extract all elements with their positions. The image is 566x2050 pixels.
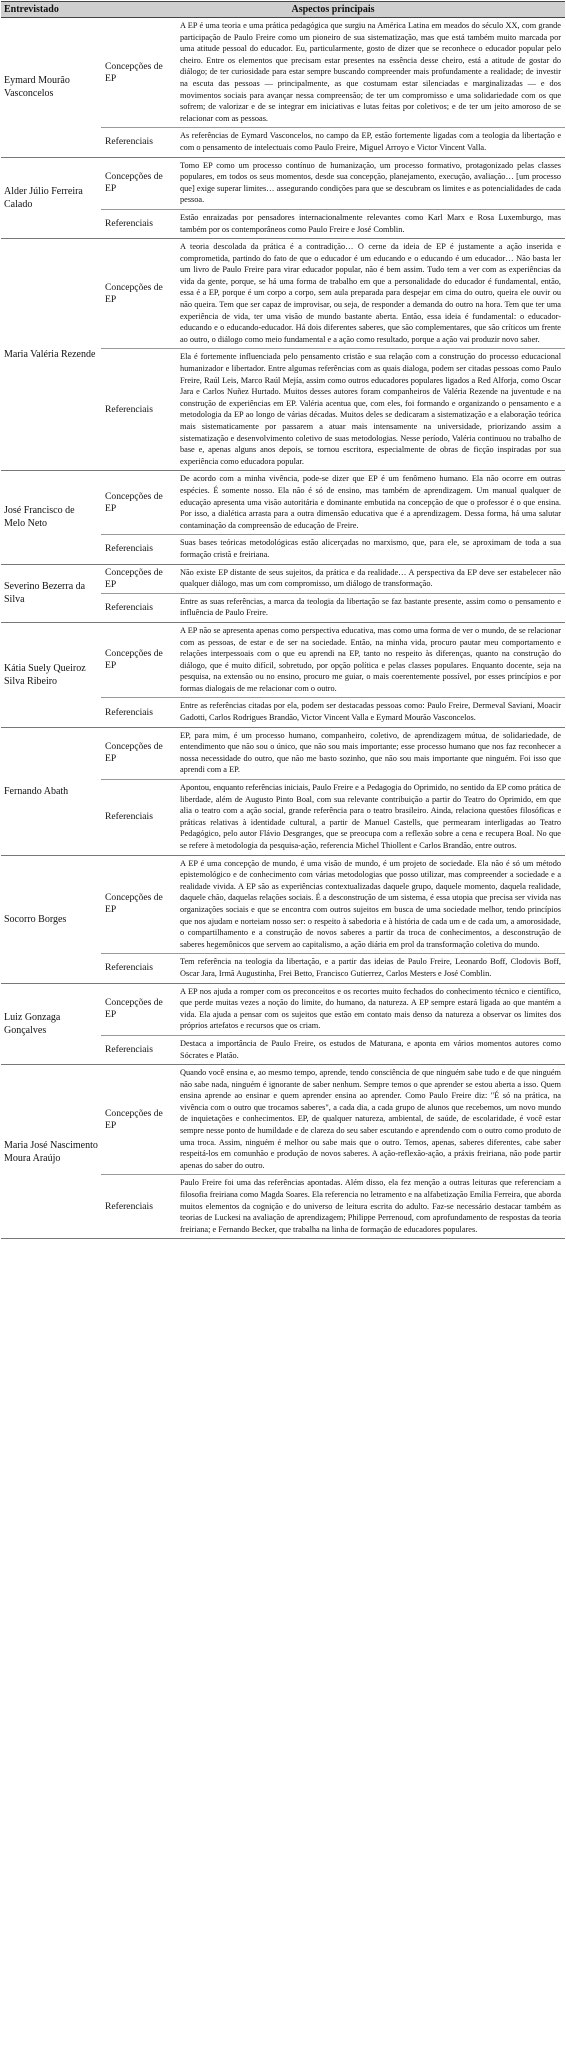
concepcoes-text: A EP é uma concepção de mundo, é uma visão de mundo, é um projeto de sociedade. Ela não é só um método epistemológico e de conhecimento com várias metodologias que posso utilizar, mas compreender a sociedade e a realidade vivida. A EP são as experiências contextualizadas daquele grupo, daquele momento, daquela realidade, daquele chão, daquelas relações sociais. É a desconstrução de um sistema, é essa utopia que precisa ser vivida nas organizações sociais e que se encontra com outros sujeitos em busca de uma sociedade melhor, tendo princípios que nos ajudam e norteiam nosso ser: o respeito à sabedoria e à história de cada um e de cada um, a amorosidade, o compartilhamento e a construção de novos saberes a partir da troca de conhecimentos, a desconstrução de saberes hegemônicos que servem ao capitalismo, a ação diária em prol da transformação coletiva do mundo. — [175, 855, 565, 954]
referenciais-label: Referenciais — [101, 780, 175, 856]
referenciais-label: Referenciais — [101, 954, 175, 983]
concepcoes-text: A teoria descolada da prática é a contradição… O cerne da ideia de EP é justamente a ação inserida e comprometida, partindo do fato de que o educador é um educando e o educando é um educador… Não basta ler um livro de Paulo Freire para virar educador popular, não é bem assim. Tudo tem a ver com as experiências da vida da gente, porque, se há uma forma de trabalho em que a personalidade do educador é fundamental, então, essa é a EP, porque é um corpo a corpo, sem aula preparada para despejar em cima do outro, queira ele ouvir ou não queira. Tem que ser capaz de improvisar, ou seja, de responder a demanda do outro na hora. Tem que ter uma experiência de vida, ter uma visão de mundo bastante aberta. Então, essa ideia é fundamental: o educador-educando e o educando-educador. Há dois diferentes saberes, que são complementares, que são críticos um frente ao outro, o diálogo como meio fundamental e a ação como resultado, porque a ação vai produzir novo saber. — [175, 239, 565, 349]
referenciais-text: Paulo Freire foi uma das referências apontadas. Além disso, ela fez menção a outras leituras que referenciam a filosofia freiriana como Magda Soares. Ela referencia no letramento e na alfabetização Emília Ferreira, que aborda muitos elementos da cognição e do universo de leitura escrita do adulto. Faz-se necessário destacar também as teorias de Luckesi na avaliação de aprendizagem; Philippe Perrenoud, com aprofundamento de respostas da teoria freiriana; e Fernando Becker, que trabalha na linha de formação de educadores populares. — [175, 1175, 565, 1239]
table-row — [1, 18, 565, 128]
concepcoes-label: Concepções de EP — [101, 157, 175, 209]
referenciais-label: Referenciais — [101, 535, 175, 564]
concepcoes-text: A EP não se apresenta apenas como perspectiva educativa, mas como uma forma de ver o mundo, de se relacionar com as pessoas, de estar e de ser na sociedade. Então, na minha vida, procuro pautar meu comportamento e relações interpessoais com o que eu aprendi na EP, tanto no respeito às diferenças, quanto na construção do diálogo, que é muito difícil, sobretudo, por opção política e pelas classes populares. Enquanto docente, seja na pesquisa, na extensão ou no ensino, procuro me guiar, o mais coerentemente possível, por esses princípios e por formas dialogais de me relacionar com o outro. — [175, 622, 565, 698]
interviewee-name: Alder Júlio Ferreira Calado — [1, 157, 101, 239]
table-row — [1, 855, 565, 954]
referenciais-label: Referenciais — [101, 698, 175, 727]
concepcoes-text: EP, para mim, é um processo humano, companheiro, coletivo, de aprendizagem mútua, de solidariedade, de entendimento que não sou o único, que não sou mais importante; esse processo humano que nos faz reconhecer a nossa necessidade do outro, que não me basto sozinho, que não sou mais importante que ninguém. Foi isso que aprendi com a EP. — [175, 727, 565, 779]
document-page — [1, 1, 565, 1239]
referenciais-text: As referências de Eymard Vasconcelos, no campo da EP, estão fortemente ligadas com a teologia da libertação e com o pensamento de intelectuais como Paulo Freire, Miguel Arroyo e Victor Vincent Valla. — [175, 128, 565, 157]
referenciais-text: Ela é fortemente influenciada pelo pensamento cristão e sua relação com a construção do processo educacional humanizador e libertador. Entre algumas referências com as quais dialoga, podem ser citadas pessoas como Paulo Freire, Raúl Leis, Marco Raúl Mejía, assim como outros educadores populares ligados a Red Alforja, como Oscar Jara e Carlos Nuñez Hurtado. Muitos desses autores foram companheiros de Valéria Rezende na juventude e na construção de experiências em EP. Valéria acentua que, com eles, foi formando e organizando o pensamento e a metodologia da EP ao longo de várias décadas. Muitos deles se dedicaram a sistematização e a elaboração teórica mais sistematicamente por passarem a atuar mais intensamente na universidade, priorizando assim a sistematização e desenvolvimento coletivo de suas metodologias. Nesse período, Valéria continuou no trabalho de base e, apenas alguns anos depois, se tornou escritora, especialmente de obras de ficção inspiradas por sua experiência como educadora popular. — [175, 349, 565, 471]
interviews-table — [1, 1, 565, 1239]
referenciais-text: Apontou, enquanto referências iniciais, Paulo Freire e a Pedagogia do Oprimido, no sentido da EP como prática de liberdade, além de Augusto Pinto Boal, com sua relevante contribuição a partir do Teatro do Oprimido, em que alia o teatro com a ação social, grande referência para o teatro brasileiro. Ainda, relaciona questões filosóficas e práticas relativas à identidade cultural, a partir de Manuel Castells, que permearam interligadas ao Teatro Pedagógico, pelo autor Flávio Desgranges, que se preocupa com a reflexão sobre a cena e recupera Boal. No que se refere à metodologia da pesquisa-ação, referencia Michel Thiollent e Carlos Brandão, entre outros. — [175, 780, 565, 856]
concepcoes-label: Concepções de EP — [101, 983, 175, 1035]
table-row — [1, 727, 565, 779]
concepcoes-text: A EP nos ajuda a romper com os preconceitos e os recortes muito fechados do conhecimento técnico e científico, que perde muitas vezes a noção do limite, do humano, da natureza. A EP sempre estará ligada ao que mantém a vida. Ela ajuda a pensar com os sujeitos que estão em contato mais denso da natureza a observar os limites dos próprios artefatos e recursos que os criam. — [175, 983, 565, 1035]
concepcoes-text: A EP é uma teoria e uma prática pedagógica que surgiu na América Latina em meados do século XX, com grande participação de Paulo Freire como um pioneiro de sua sistematização, mas que está também muito marcada por uma atitude pessoal do educador. Eu, particularmente, gosto de dizer que se reconhece o educador popular pelo cheiro. Entre os elementos que precisam estar presentes na essência desse cheiro, está a atitude de gostar do diálogo; de ter curiosidade para estar sempre buscando compreender mais profundamente a realidade; de investir na escuta das pessoas — principalmente, as que costumam estar silenciadas e marginalizadas — e dos movimentos sociais para avançar nessa compreensão; de ter um compromisso e uma solidariedade com os que sofrem; de valorizar e de se integrar em iniciativas e lutas feitas por coletivos; e de ter um jeito amoroso de se relacionar com as pessoas. — [175, 18, 565, 128]
interviewee-name: Maria José Nascimento Moura Araújo — [1, 1065, 101, 1239]
header-aspects: Aspectos principais — [101, 2, 565, 18]
interviewee-name: Eymard Mourão Vasconcelos — [1, 18, 101, 158]
concepcoes-text: De acordo com a minha vivência, pode-se dizer que EP é um fenômeno humano. Ela não ocorre em outras espécies. É somente nosso. Ela não é só de ensino, mas também de aprendizagem. Um manual qualquer de educação apresenta uma visão autoritária e dominante embutida na concepção de que o professor é o que ensina. Por isso, a dialética arrasta para a outra dimensão educativa que é a aprendizagem. Dessa forma, há uma salutar contaminação da compreensão de educação de Freire. — [175, 471, 565, 535]
referenciais-label: Referenciais — [101, 1175, 175, 1239]
header-row — [1, 2, 565, 18]
referenciais-text: Estão enraizadas por pensadores internacionalmente relevantes como Karl Marx e Rosa Luxemburgo, mas também por os contemporâneos como Paulo Freire e José Comblin. — [175, 209, 565, 238]
concepcoes-label: Concepções de EP — [101, 239, 175, 349]
concepcoes-label: Concepções de EP — [101, 622, 175, 698]
referenciais-label: Referenciais — [101, 1035, 175, 1064]
interviewee-name: Socorro Borges — [1, 855, 101, 983]
table-row — [1, 471, 565, 535]
concepcoes-label: Concepções de EP — [101, 564, 175, 593]
concepcoes-label: Concepções de EP — [101, 1065, 175, 1175]
table-row — [1, 622, 565, 698]
header-interviewee: Entrevistado — [1, 2, 101, 18]
table-row — [1, 983, 565, 1035]
interviewee-name: Kátia Suely Queiroz Silva Ribeiro — [1, 622, 101, 727]
interviewee-name: Luiz Gonzaga Gonçalves — [1, 983, 101, 1065]
referenciais-text: Destaca a importância de Paulo Freire, os estudos de Maturana, e aponta em vários momentos autores como Sócrates e Platão. — [175, 1035, 565, 1064]
table-row — [1, 157, 565, 209]
referenciais-label: Referenciais — [101, 349, 175, 471]
interviewee-name: Severino Bezerra da Silva — [1, 564, 101, 622]
table-row — [1, 239, 565, 349]
referenciais-text: Entre as suas referências, a marca da teologia da libertação se faz bastante presente, assim como o pensamento e influência de Paulo Freire. — [175, 593, 565, 622]
concepcoes-label: Concepções de EP — [101, 727, 175, 779]
referenciais-text: Entre as referências citadas por ela, podem ser destacadas pessoas como: Paulo Freire, Dermeval Saviani, Moacir Gadotti, Carlos Rodrigues Brandão, Victor Vincent Valla e Eymard Mourão Vasconcelos. — [175, 698, 565, 727]
table-row — [1, 1065, 565, 1175]
interviewee-name: Maria Valéria Rezende — [1, 239, 101, 471]
concepcoes-text: Quando você ensina e, ao mesmo tempo, aprende, tendo consciência de que ninguém sabe tudo e de que ninguém não sabe nada, ninguém é ignorante de saber nenhum. Sempre temos o que aprender se estou aberta a isso. Quem ensina aprende ao ensinar e quem aprender ensina ao aprender. Como Paulo Freire diz: "É só na prática, na vivência com o outro que trocamos saberes", a cada dia, a cada grupo de alunos que recebemos, um novo mundo de inquietações e conhecimentos. EP, de qualquer natureza, ambiental, de saúde, de escolaridade, é você estar sempre nesse ponto de humildade e de clareza do seu saber escutando e aprendendo com o outro como produto de uma troca. Assim, ninguém é melhor ou sabe mais que o outro. Temos, apenas, saberes diferentes, cabe saber respeitá-los em comunhão e produção de novos saberes. A ação-reflexão-ação, a práxis freiriana, não pode partir apenas do saber do outro. — [175, 1065, 565, 1175]
referenciais-text: Tem referência na teologia da libertação, e a partir das ideias de Paulo Freire, Leonardo Boff, Clodovis Boff, Oscar Jara, Irmã Augustinha, Frei Betto, Francisco Gutierrez, Carlos Mesters e José Comblin. — [175, 954, 565, 983]
concepcoes-label: Concepções de EP — [101, 18, 175, 128]
referenciais-text: Suas bases teóricas metodológicas estão alicerçadas no marxismo, que, para ele, se aproximam de toda a sua formação cristã e freiriana. — [175, 535, 565, 564]
referenciais-label: Referenciais — [101, 128, 175, 157]
table-row — [1, 564, 565, 593]
concepcoes-label: Concepções de EP — [101, 855, 175, 954]
concepcoes-text: Tomo EP como um processo contínuo de humanização, um processo formativo, protagonizado pelas classes populares, em todos os seus momentos, desde sua concepção, planejamento, execução, avaliação… [um processo que] exige superar limites… assegurando condições para que se descubram os limites e as potencialidades de cada pessoa. — [175, 157, 565, 209]
concepcoes-label: Concepções de EP — [101, 471, 175, 535]
concepcoes-text: Não existe EP distante de seus sujeitos, da prática e da realidade… A perspectiva da EP deve ser estabelecer não qualquer diálogo, mas um com compromisso, um diálogo de transformação. — [175, 564, 565, 593]
interviewee-name: José Francisco de Melo Neto — [1, 471, 101, 564]
interviewee-name: Fernando Abath — [1, 727, 101, 855]
referenciais-label: Referenciais — [101, 209, 175, 238]
referenciais-label: Referenciais — [101, 593, 175, 622]
